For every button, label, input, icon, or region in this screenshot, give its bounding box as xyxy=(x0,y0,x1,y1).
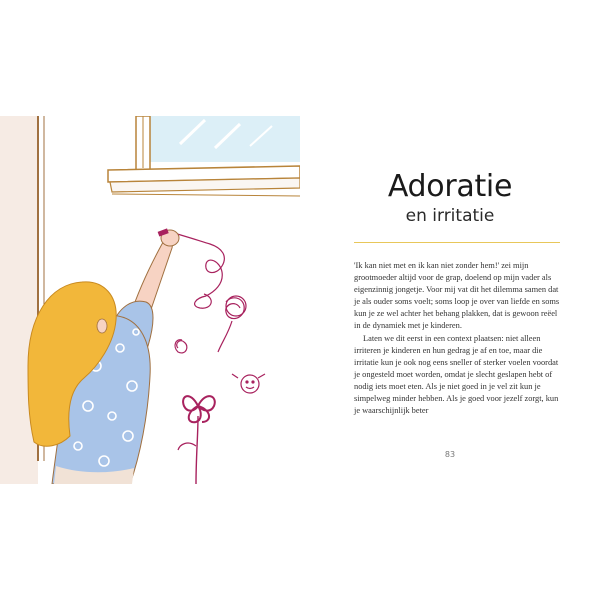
body-text xyxy=(354,260,562,417)
title-divider xyxy=(354,242,560,243)
text-page xyxy=(300,116,600,484)
book-spread xyxy=(0,116,600,484)
chapter-subtitle: en irritatie xyxy=(405,206,495,226)
window xyxy=(108,116,300,196)
crayon-scribbles xyxy=(170,232,265,393)
illustration-page xyxy=(0,116,300,484)
child-drawing-illustration xyxy=(0,116,300,484)
paragraph: 'Ik kan niet met en ik kan niet zonder hem!' zei mijn grootmoeder altijd voor de grap, doelend op mijn vader als eigenzinnig jongetje. Voor mij vat dit het dilemma samen dat je als ouder soms voelt; soms loop je over van liefde en soms kun je ze wel achter het behang plakken, dat is gewoon reëel in de dynamiek met je kinderen. xyxy=(354,261,560,331)
chapter-title: Adoratie xyxy=(387,169,513,204)
paragraph: Laten we dit eerst in een context plaatsen: niet alleen irriteren je kinderen en hun gedrag je af en toe, maar die irritatie kun je ook nog eens sneller of sterker voelen voordat je ongesteld moet worden, omdat je slecht geslapen hebt of nodig iets moet eten. Als je niet goed in je vel zit kun je simpelweg minder hebben. Als je goed voor jezelf zorgt, kun je waarschijnlijk beter xyxy=(354,333,559,416)
crayon-flower xyxy=(178,396,215,484)
page-number: 83 xyxy=(444,450,456,459)
child-figure xyxy=(28,228,179,484)
